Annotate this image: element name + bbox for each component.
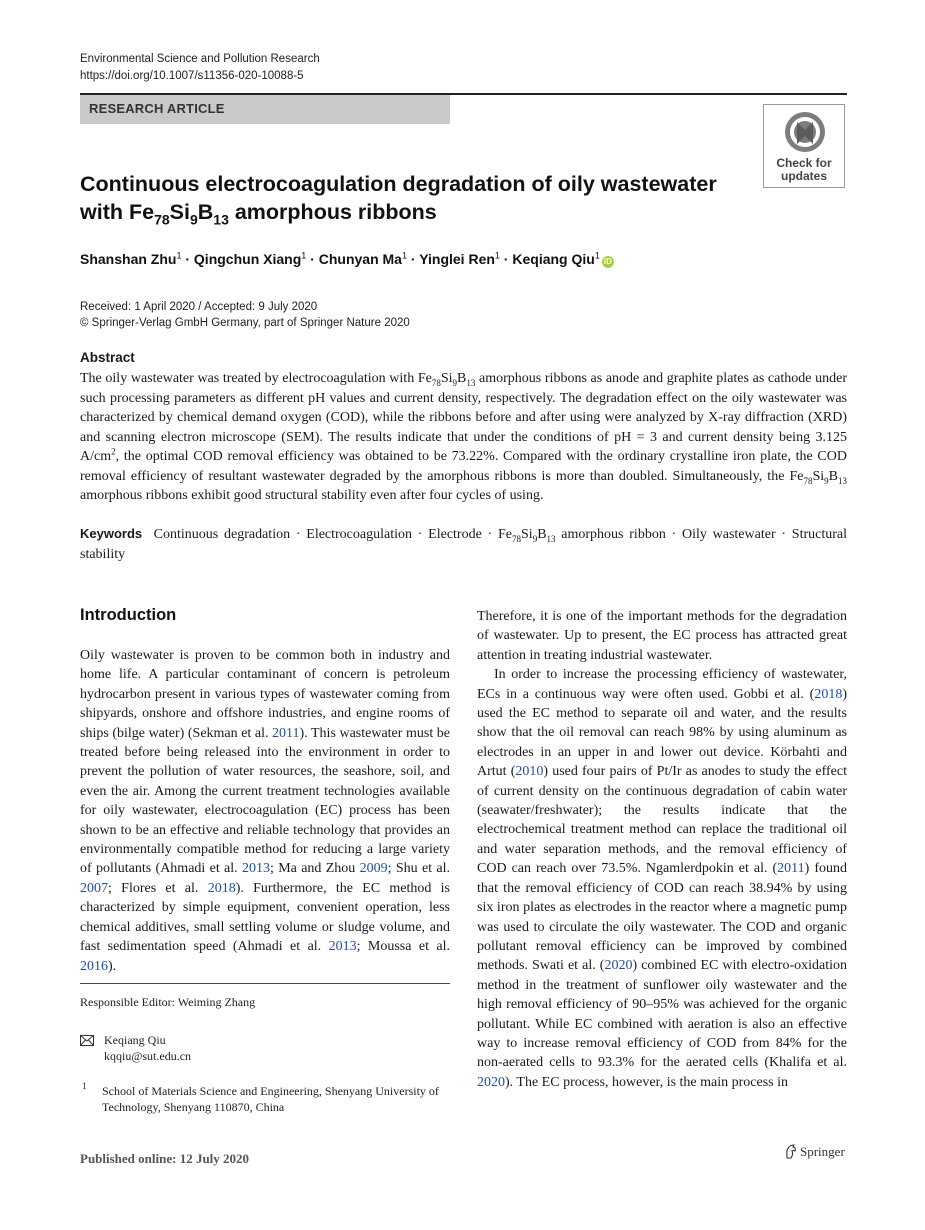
journal-name: Environmental Science and Pollution Research xyxy=(80,53,320,65)
citation-link[interactable]: 2018 xyxy=(814,686,843,702)
article-type-label: RESEARCH ARTICLE xyxy=(89,101,225,116)
article-title: Continuous electrocoagulation degradation of oily wastewater with $Fe_{78}Si_9B_{13}$ amorphous ribbons xyxy=(80,172,717,228)
citation-link[interactable]: 2013 xyxy=(328,939,357,955)
corresponding-name: Keqiang Qiu xyxy=(104,1033,166,1047)
intro-left-column xyxy=(80,646,450,976)
author-list: Shanshan Zhu$^1$ · Qingchun Xiang$^1$ · Chunyan $Ma^1$ · Yinglei Ren$^1$ · Keqiang Qiu$^1$iD xyxy=(80,250,612,267)
citation-link[interactable]: 2020 xyxy=(604,958,633,974)
envelope-icon xyxy=(80,1033,94,1051)
author-name[interactable]: Shanshan Zhu xyxy=(80,251,177,267)
affiliation-number: 1 xyxy=(82,1081,87,1091)
citation-link[interactable]: 2018 xyxy=(207,880,236,896)
introduction-heading: Introduction xyxy=(80,606,177,624)
springer-logo: Springer xyxy=(784,1144,845,1163)
abstract-body: The oily wastewater was treated by electrocoagulation with $Fe_{78}Si_9B_{13}$ amorphous ribbons as anode and graphite plates as cathode under such processing parameters as different pH values and current density, respectively. The degradation effect on the oily wastewater was characterized by chemical demand oxygen (COD), while the ribbons before and after using were analyzed by X-ray diffraction (XRD) and scanning electron microscope (SEM). The results indicate that under the conditions of pH = 3 and current density being 3.125 $A/cm^2$, the optimal COD removal efficiency was obtained to be 73.22%. Compared with the ordinary crystalline iron plate, the COD removal efficiency of resultant wastewater degraded by the amorphous ribbons is more than doubled. Simultaneously, the $Fe_{78}Si_9B_{13}$ amorphous ribbons exhibit good structural stability even after four cycles of using. xyxy=(80,371,847,503)
author-name[interactable]: Keqiang Qiu xyxy=(512,251,595,267)
abstract-heading: Abstract xyxy=(80,350,135,365)
footnote-rule xyxy=(80,983,450,984)
doi-link[interactable]: https://doi.org/10.1007/s11356-020-10088-5 xyxy=(80,70,304,82)
citation-link[interactable]: 2010 xyxy=(515,764,544,780)
citation-link[interactable]: 2011 xyxy=(272,725,300,741)
received-accepted: Received: 1 April 2020 / Accepted: 9 July 2020 xyxy=(80,301,318,313)
intro-right-column xyxy=(477,607,847,1092)
author-name[interactable]: Qingchun Xiang xyxy=(193,251,302,267)
published-online: Published online: 12 July 2020 xyxy=(80,1151,250,1166)
corresponding-email[interactable]: kqqiu@sut.edu.cn xyxy=(104,1049,192,1063)
citation-link[interactable]: 2013 xyxy=(242,861,270,877)
author-name[interactable]: Yinglei Ren xyxy=(419,251,495,267)
article-dates xyxy=(80,299,410,331)
intro-paragraph: In order to increase the processing efficiency of wastewater, ECs in a continuous way were often used. Gobbi et al. (2018) used the EC method to separate oil and water, and the results show that the oil removal can reach 98% by using aluminum as electrodes in an upper in and lower out device. Körbahti and Artut (2010) used four pairs of Pt/Ir as anodes to study the effect of current density on the continuous degradation of cabin water (seawater/freshwater); the results indicate that the electrochemical treatment method can replace the traditional oil and water separation methods, and the removal efficiency of COD can reach over 73.5%. Ngamlerdpokin et al. (2011) found that the removal efficiency of COD can reach 38.94% by using six iron plates as electrodes in the reactor where a magnetic pump was used to circulate the oily wastewater. The COD and organic pollutant removal efficiency can be improved by combined methods. Swati et al. (2020) combined EC with electro-oxidation method in the treatment of sunflower oily wastewater and the high removal efficiency of 90–95% was achieved for the organic pollutant. While EC combined with aeration is also an effective way to increase removal efficiency of COD from 84% for the non-aerated cells to 93.3% for the aerated cells (Khalifa et al. 2020). The EC process, however, is the main process in xyxy=(477,667,848,1090)
intro-paragraph: Oily wastewater is proven to be common both in industry and home life. A particular contaminant of concern is petroleum hydrocarbon present in various types of wastewater coming from shipyards, onshore and offshore industries, and engine rooms of ships (bilge water) (Sekman et al. 2011). This wastewater must be treated before being released into the environment in order to prevent the pollution of water resources, the seashore, soil, and even the air. Among the current treatment technologies available for oily wastewater, electrocoagulation (EC) process has been shown to be an effective and reliable technology that provides an environmentally compatible method for reducing a large variety of pollutants (Ahmadi et al. 2013; Ma and Zhou 2009; Shu et al. 2007; Flores et al. 2018). Furthermore, the EC method is characterized by simple equipment, convenient operation, less chemical additives, small settling volume or sludge volume, and fast sedimentation speed (Ahmadi et al. 2013; Moussa et al. 2016). xyxy=(80,648,450,974)
orcid-icon[interactable]: iD xyxy=(603,257,612,266)
corresponding-author xyxy=(104,1032,191,1064)
citation-link[interactable]: 2016 xyxy=(80,958,108,974)
check-for-updates-badge[interactable] xyxy=(763,104,845,188)
intro-paragraph: Therefore, it is one of the important methods for the degradation of wastewater. Up to present, the EC process has attracted great attention in treating industrial wastewater. xyxy=(477,609,847,663)
affiliation-text: School of Materials Science and Engineering, Shenyang University of Technology, Shenyang 110870, China xyxy=(102,1084,439,1114)
author-name[interactable]: Chunyan Ma xyxy=(318,251,402,267)
keywords: Keywords Continuous degradation · Electrocoagulation · Electrode · $Fe_{78}Si_9B_{13}$ amorphous ribbon · Oily wastewater · Structural stability xyxy=(80,526,848,562)
citation-link[interactable]: 2011 xyxy=(777,861,805,877)
check-updates-icon xyxy=(783,110,827,159)
responsible-editor: Responsible Editor: Weiming Zhang xyxy=(80,995,256,1009)
check-updates-text: Check for updates xyxy=(776,156,832,183)
copyright-line: © Springer-Verlag GmbH Germany, part of Springer Nature 2020 xyxy=(80,317,410,329)
springer-horse-icon xyxy=(784,1144,798,1163)
keywords-label: Keywords xyxy=(80,526,143,541)
citation-link[interactable]: 2020 xyxy=(477,1074,505,1090)
journal-header xyxy=(80,51,320,85)
citation-link[interactable]: 2009 xyxy=(359,861,388,877)
citation-link[interactable]: 2007 xyxy=(80,880,108,896)
